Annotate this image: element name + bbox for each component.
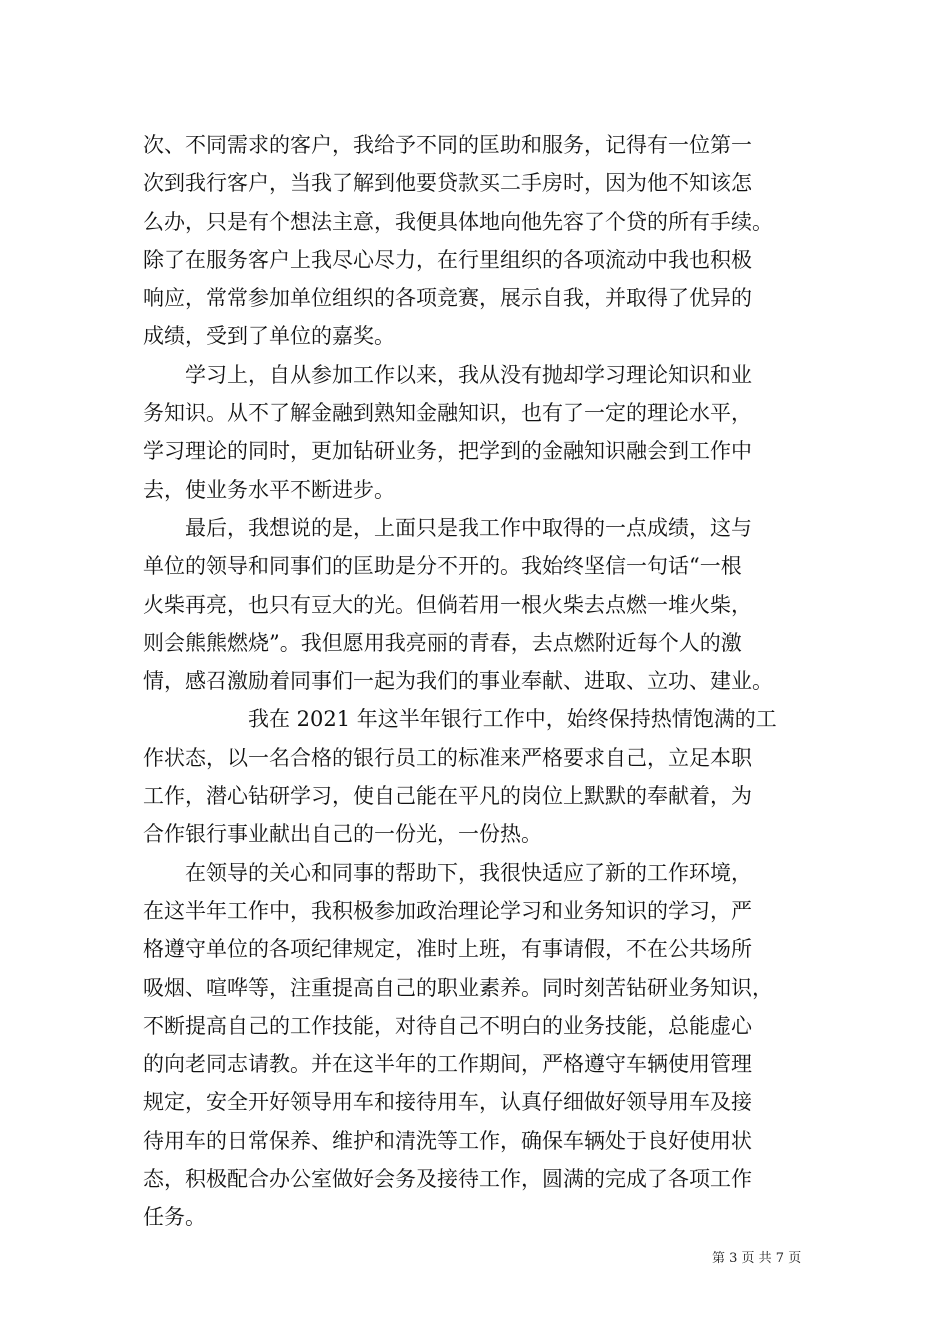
text-line: 学习理论的同时，更加钻研业务，把学到的金融知识融会到工作中 (143, 439, 752, 464)
text-line: 最后，我想说的是，上面只是我工作中取得的一点成绩，这与 (143, 515, 752, 540)
text-line: 次到我行客户，当我了解到他要贷款买二手房时，因为他不知该怎 (143, 171, 752, 196)
text-line: 吸烟、喧哗等，注重提高自己的职业素养。同时刻苦钻研业务知识， (143, 975, 773, 1000)
text-line: 次、不同需求的客户，我给予不同的匡助和服务，记得有一位第一 (143, 133, 752, 157)
text-line: 的向老同志请教。并在这半年的工作期间，严格遵守车辆使用管理 (143, 1052, 752, 1077)
body-text (143, 126, 813, 1237)
text-line: 合作银行事业献出自己的一份光，一份热。 (143, 822, 542, 847)
text-line: 则会熊熊燃烧”。我但愿用我亮丽的青春，去点燃附近每个人的激 (143, 630, 742, 655)
text-line: 学习上，自从参加工作以来，我从没有抛却学习理论知识和业 (143, 362, 752, 387)
page-number: 第 3 页 共 7 页 (712, 1251, 802, 1266)
text-line: 任务。 (143, 1205, 206, 1230)
text-line: 待用车的日常保养、维护和清洗等工作，确保车辆处于良好使用状 (143, 1128, 752, 1153)
text-line: 去，使业务水平不断进步。 (143, 477, 395, 502)
text-line: 作状态，以一名合格的银行员工的标准来严格要求自己，立足本职 (143, 745, 752, 770)
text-line: 除了在服务客户上我尽心尽力，在行里组织的各项流动中我也积极 (143, 247, 752, 272)
text-line: 火柴再亮，也只有豆大的光。但倘若用一根火柴去点燃一堆火柴， (143, 592, 752, 617)
text-line: 我在 2021 年这半年银行工作中，始终保持热情饱满的工 (143, 707, 777, 732)
text-line: 情，感召激励着同事们一起为我们的事业奉献、进取、立功、建业。 (143, 669, 773, 694)
text-line: 成绩，受到了单位的嘉奖。 (143, 324, 395, 349)
text-line: 务知识。从不了解金融到熟知金融知识，也有了一定的理论水平， (143, 401, 752, 426)
text-line: 不断提高自己的工作技能，对待自己不明白的业务技能，总能虚心 (143, 1013, 752, 1038)
text-line: 态，积极配合办公室做好会务及接待工作，圆满的完成了各项工作 (143, 1167, 752, 1192)
text-line: 在这半年工作中，我积极参加政治理论学习和业务知识的学习，严 (143, 898, 752, 923)
text-line: 工作，潜心钻研学习，使自己能在平凡的岗位上默默的奉献着，为 (143, 784, 752, 809)
text-line: 在领导的关心和同事的帮助下，我很快适应了新的工作环境， (143, 860, 752, 885)
text-line: 格遵守单位的各项纪律规定，准时上班，有事请假，不在公共场所 (143, 937, 752, 962)
text-line: 规定，安全开好领导用车和接待用车，认真仔细做好领导用车及接 (143, 1090, 752, 1115)
text-line: 响应，常常参加单位组织的各项竞赛，展示自我，并取得了优异的 (143, 286, 752, 311)
text-line: 么办，只是有个想法主意，我便具体地向他先容了个贷的所有手续。 (143, 209, 773, 234)
text-line: 单位的领导和同事们的匡助是分不开的。我始终坚信一句话“一根 (143, 554, 742, 579)
